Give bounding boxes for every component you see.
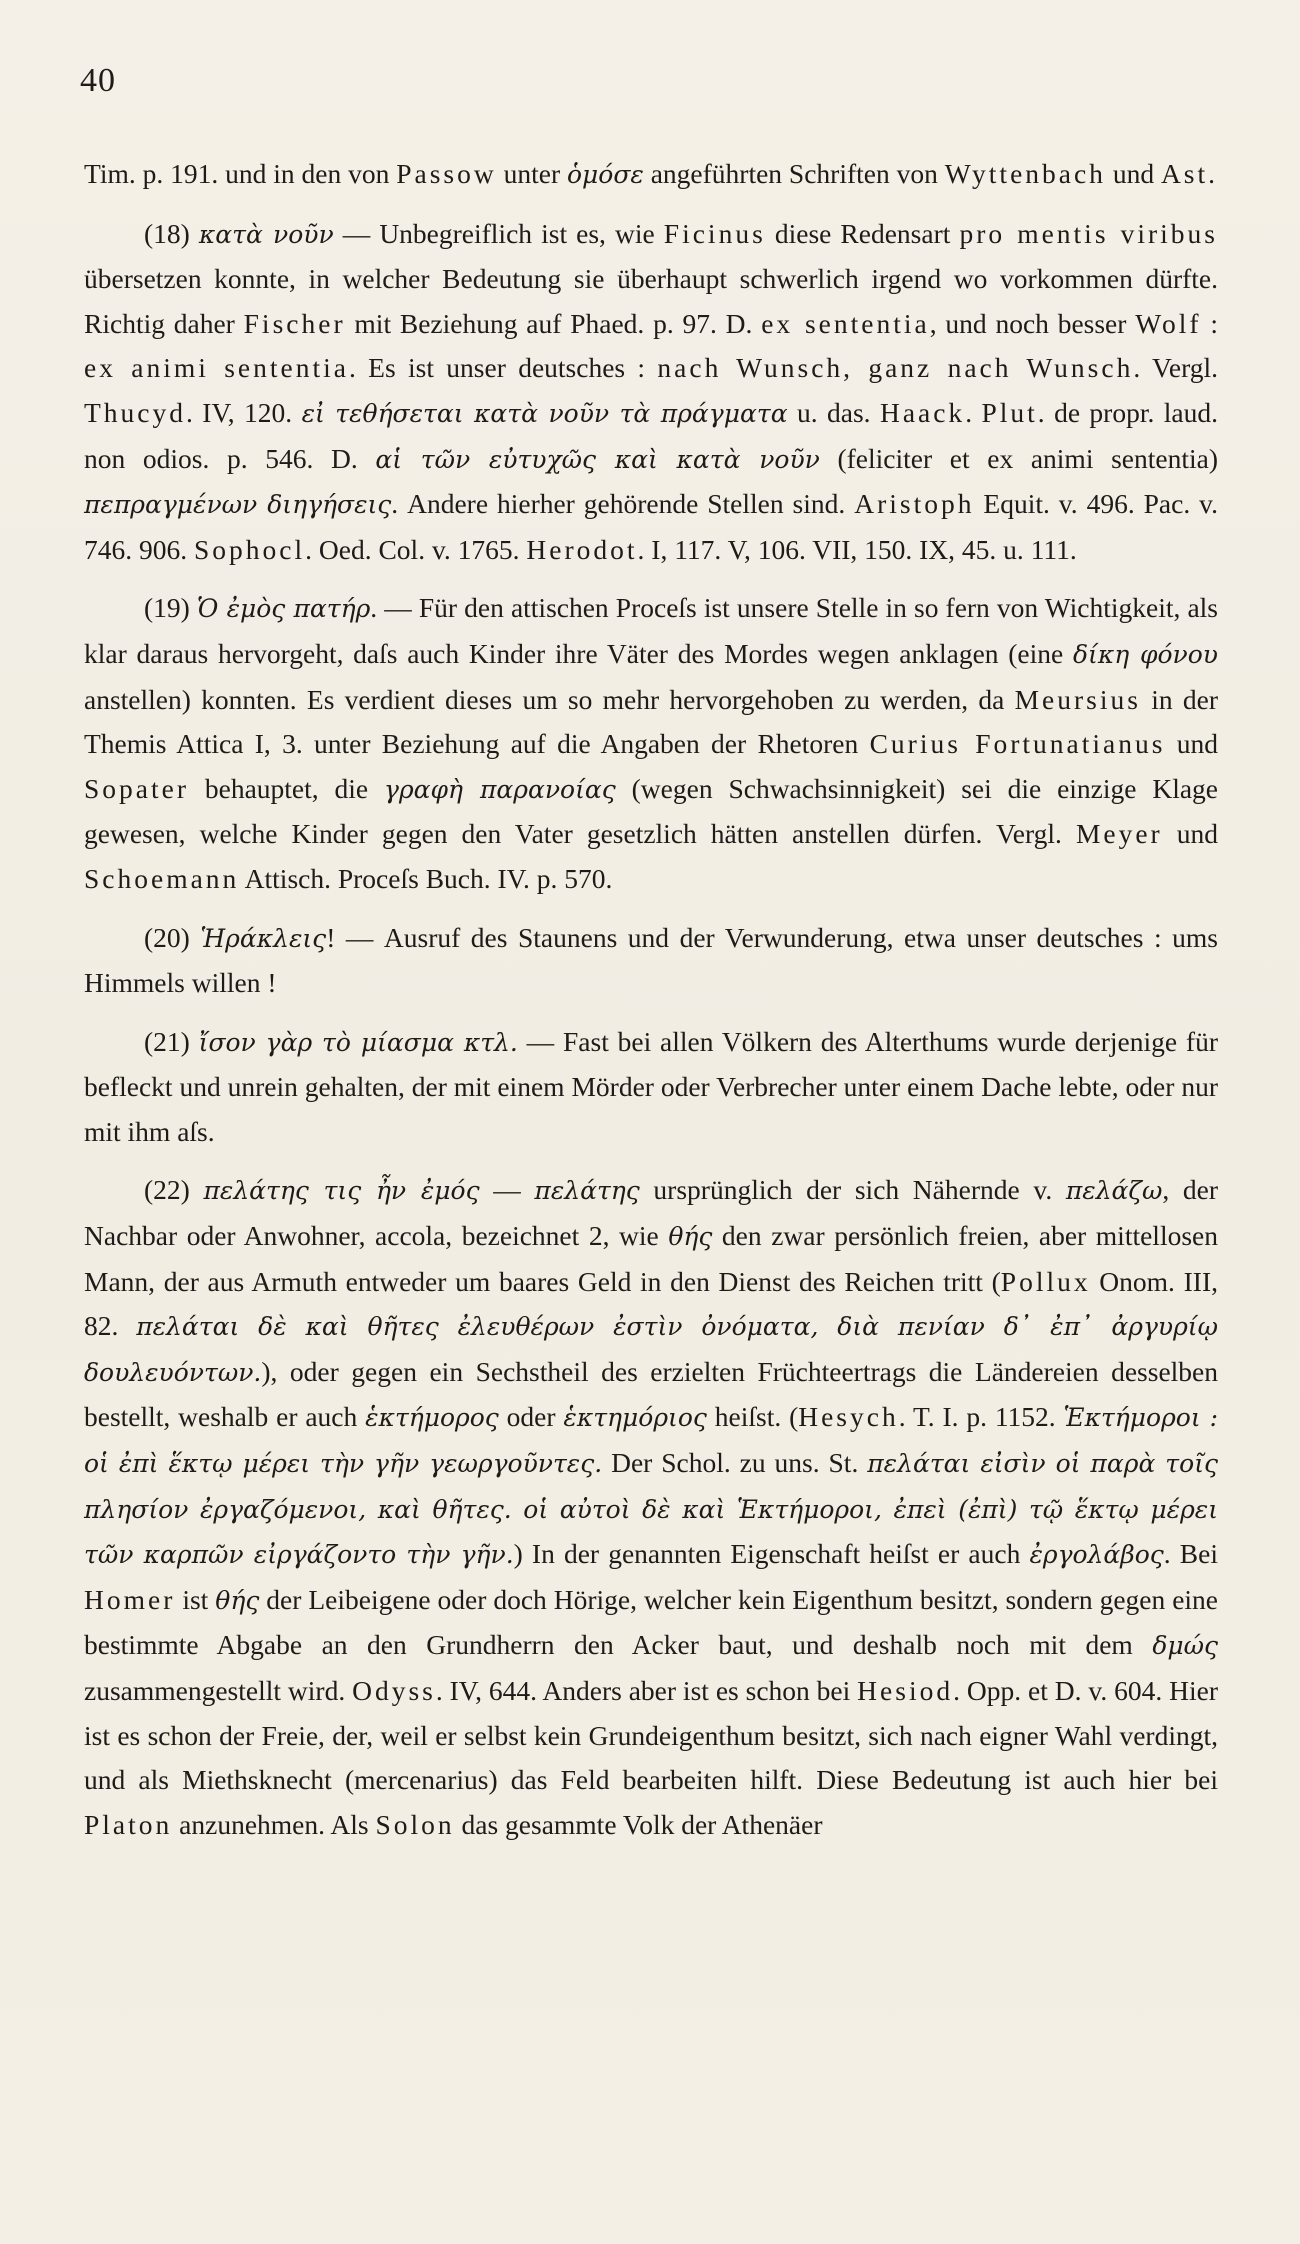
greek-phrase: Ἑκτήμοροι : οἱ ἐπὶ ἕκτῳ μέρει τὴν γῆν γεωργοῦντες. (84, 1403, 1218, 1479)
text-run: (19) (144, 592, 197, 624)
greek-phrase: πεπραγμένων διηγήσεις (84, 490, 392, 520)
text-run: angeführten Schriften von (643, 158, 945, 189)
greek-phrase: κατὰ νοῦν (198, 219, 334, 249)
text-run: — Fast bei allen Völkern des Alterthums wurde derjenige für befleckt und unrein gehalten, der mit einem Mörder oder Verbrecher unter einem Dache lebte, oder nur mit ihm aſs. (84, 1025, 1218, 1147)
spaced-name: Odyss (352, 1675, 436, 1706)
text-run: . IV, 120. (186, 396, 302, 428)
greek-phrase: Ὁ ἐμὸς πατήρ (196, 594, 371, 624)
text-run: . — Für den attischen Proceſs ist unsere Stelle in so fern von Wichtigkeit, als klar daraus hervorgeht, daſs auch Kinder ihre Väter des Mordes wegen anklagen (eine (84, 592, 1218, 669)
text-run: übersetzen konnte, in welcher Bedeutung sie überhaupt schwerlich irgend wo vorkommen dürfte. Richtig daher (84, 263, 1218, 339)
spaced-name: Meyer (1075, 818, 1163, 850)
spaced-name: Ficinus (663, 217, 766, 249)
text-run: ) In der genannten Eigenschaft heiſst er auch (513, 1538, 1030, 1570)
spaced-name: Herodot (526, 533, 638, 565)
text-run: der Leibeigene oder doch Hörige, welcher kein Eigenthum besitzt, sondern gegen eine bestimmte Abgabe an den Grundherrn den Acker baut, und deshalb noch mit dem (84, 1583, 1218, 1661)
text-run: . IV, 644. Anders aber ist es schon bei (435, 1675, 858, 1706)
page-number: 40 (80, 62, 116, 99)
spaced-name: ex animi sententia (84, 352, 349, 384)
greek-phrase: πελάτης τις ἦν ἐμός (203, 1176, 480, 1206)
greek-phrase: θής (215, 1585, 260, 1615)
spaced-name: Hesych (798, 1401, 899, 1433)
text-run: Der Schol. zu uns. St. (602, 1447, 868, 1479)
greek-phrase: θής (668, 1222, 713, 1252)
note-paragraph-p22 (84, 1168, 1218, 1847)
text-run: u. das. (787, 396, 880, 428)
text-run: ursprünglich der sich Nähernde v. (639, 1174, 1066, 1206)
spaced-name: Platon (84, 1808, 173, 1840)
greek-phrase: Ἡράκλεις (200, 923, 327, 953)
greek-phrase: ἑκτημόριος (563, 1403, 707, 1433)
text-run: heiſst. ( (706, 1401, 799, 1433)
text-run: in der Themis Attica I, 3. unter Beziehung auf die Angaben der Rhetoren (84, 683, 1218, 760)
spaced-name: Homer (84, 1583, 176, 1615)
greek-phrase: ὁμόσε (567, 160, 644, 189)
text-run: . I, 117. V, 106. VII, 150. IX, 45. u. 111. (637, 533, 1077, 565)
text-run: , der Nachbar oder Anwohner, accola, bezeichnet 2, wie (84, 1174, 1219, 1252)
text-run: ), oder gegen ein Sechstheil des erzielten Früchteertrags die Ländereien desselben bestellt, weshalb er auch (84, 1355, 1218, 1433)
text-run: . de propr. laud. non odios. p. 546. D. (84, 396, 1218, 474)
text-run: . Bei (1163, 1538, 1218, 1570)
text-run: . (1208, 158, 1216, 189)
text-run: den zwar persönlich freien, aber mittellosen Mann, der aus Armuth entweder um baares Geld in den Dienst des Reichen tritt ( (84, 1220, 1218, 1297)
spaced-name: nach Wunsch, ganz nach Wunsch (657, 352, 1134, 384)
spaced-name: Pollux (1000, 1265, 1091, 1297)
spaced-name: Ast (1160, 158, 1209, 189)
spaced-name: Curius Fortunatianus (869, 728, 1166, 760)
text-run: unter (496, 158, 567, 189)
text-run: , und noch besser (929, 307, 1136, 339)
greek-phrase: ἐργολάβος (1029, 1540, 1164, 1570)
text-run: . Oed. Col. v. 1765. (305, 533, 527, 565)
text-run: (18) (144, 217, 199, 249)
spaced-name: Passow (396, 158, 497, 189)
greek-phrase: ἑκτήμορος (365, 1403, 499, 1433)
text-run: (21) (144, 1025, 199, 1057)
spaced-name: pro mentis viribus (959, 217, 1218, 249)
text-run: : (1201, 307, 1218, 339)
greek-phrase: δίκη φόνου (1072, 639, 1218, 669)
note-paragraph-p20 (84, 916, 1218, 1006)
text-run: (feliciter et ex animi sententia) (819, 442, 1218, 474)
note-paragraph-p18 (84, 212, 1218, 573)
note-paragraph-p0 (84, 152, 1218, 198)
text-run: . Es ist unser deutsches : (348, 352, 658, 384)
text-run: ! — Ausruf des Staunens und der Verwunderung, etwa unser deutsches : ums Himmels willen ! (84, 921, 1218, 999)
text-run: . Andere hierher gehörende Stellen sind. (391, 488, 855, 520)
spaced-name: Haack (879, 396, 966, 428)
greek-phrase: αἱ τῶν εὐτυχῶς καὶ κατὰ νοῦν (375, 444, 820, 474)
text-run: und (1165, 728, 1218, 760)
spaced-name: Solon (375, 1808, 455, 1840)
greek-phrase: πελάται δὲ καὶ θῆτες ἐλευθέρων ἐστὶν ὀνόματα, διὰ πενίαν δ᾽ ἐπ᾽ ἀργυρίῳ δουλευόντων. (84, 1312, 1218, 1387)
text-run: (20) (144, 921, 201, 953)
greek-phrase: εἰ τεθήσεται κατὰ νοῦν τὰ πράγματα (301, 398, 788, 428)
greek-phrase: πελάζω (1065, 1176, 1163, 1206)
text-run: Onom. III, 82. (84, 1265, 1218, 1342)
text-run: (22) (144, 1174, 204, 1206)
spaced-name: Wyttenbach (944, 158, 1106, 189)
spaced-name: Thucyd (84, 396, 187, 428)
greek-phrase: πελάτης (534, 1176, 640, 1206)
text-run: Tim. p. 191. und in den von (84, 158, 397, 189)
spaced-name: Sopater (84, 772, 190, 804)
text-run: und (1162, 818, 1218, 850)
text-run: zusammengestellt wird. (84, 1675, 353, 1706)
text-run: . T. I. p. 1152. (898, 1401, 1064, 1433)
text-run: ist (175, 1583, 216, 1615)
greek-phrase: γραφὴ παρανοίας (384, 774, 616, 804)
commentary-text-block (84, 152, 1218, 1847)
note-paragraph-p21 (84, 1020, 1218, 1155)
spaced-name: Fischer (243, 307, 346, 339)
text-run: . Opp. et D. v. 604. Hier ist es schon der Freie, der, weil er selbst kein Grundeigenthum besitzt, sich nach eigner Wahl verdingt, und als Miethsknecht (mercenarius) das Feld bearbeiten hilft. Diese Bedeutung ist auch hier bei (84, 1675, 1218, 1796)
text-run: und (1105, 158, 1161, 189)
text-run: . (965, 396, 982, 428)
spaced-name: ex sententia (761, 307, 930, 339)
text-run: das gesammte Volk der Athenäer (454, 1808, 823, 1840)
text-run: — Unbegreiflich ist es, wie (333, 217, 664, 249)
text-run: Attisch. Proceſs Buch. IV. p. 570. (239, 862, 613, 894)
greek-phrase: δμώς (1152, 1631, 1218, 1661)
text-run: . Vergl. (1133, 352, 1218, 384)
text-run: (wegen Schwachsinnigkeit) sei die einzige Klage gewesen, welche Kinder gegen den Vater gesetzlich hätten anstellen dürfen. Vergl. (84, 772, 1219, 850)
spaced-name: Meursius (1014, 683, 1141, 715)
text-run: anzunehmen. Als (172, 1808, 376, 1840)
spaced-name: Sophocl (194, 533, 306, 565)
text-run: diese Redensart (765, 217, 960, 249)
text-run: — (479, 1174, 535, 1206)
spaced-name: Wolf (1135, 307, 1202, 339)
spaced-name: Plut (981, 396, 1038, 428)
spaced-name: Schoemann (84, 862, 240, 894)
note-paragraph-p19 (84, 586, 1218, 901)
text-run: Equit. v. 496. Pac. v. 746. 906. (84, 488, 1218, 565)
greek-phrase: πελάται εἰσὶν οἱ παρὰ τοῖς πλησίον ἐργαζόμενοι, καὶ θῆτες. οἱ αὐτοὶ δὲ καὶ Ἑκτήμοροι, ἐπεὶ (ἐπὶ) τῷ ἕκτῳ μέρει τῶν καρπῶν εἰργάζοντο τὴν γῆν. (84, 1449, 1218, 1570)
spaced-name: Aristoph (854, 488, 975, 520)
spaced-name: Hesiod (857, 1675, 954, 1706)
text-run: mit Beziehung auf Phaed. p. 97. D. (345, 307, 762, 339)
text-run: behauptet, die (189, 772, 384, 804)
text-run: anstellen) konnten. Es verdient dieses um so mehr hervorgehoben zu werden, da (84, 683, 1015, 715)
text-run: oder (498, 1401, 564, 1433)
greek-phrase: ἴσον γὰρ τὸ μίασμα κτλ. (198, 1027, 518, 1057)
